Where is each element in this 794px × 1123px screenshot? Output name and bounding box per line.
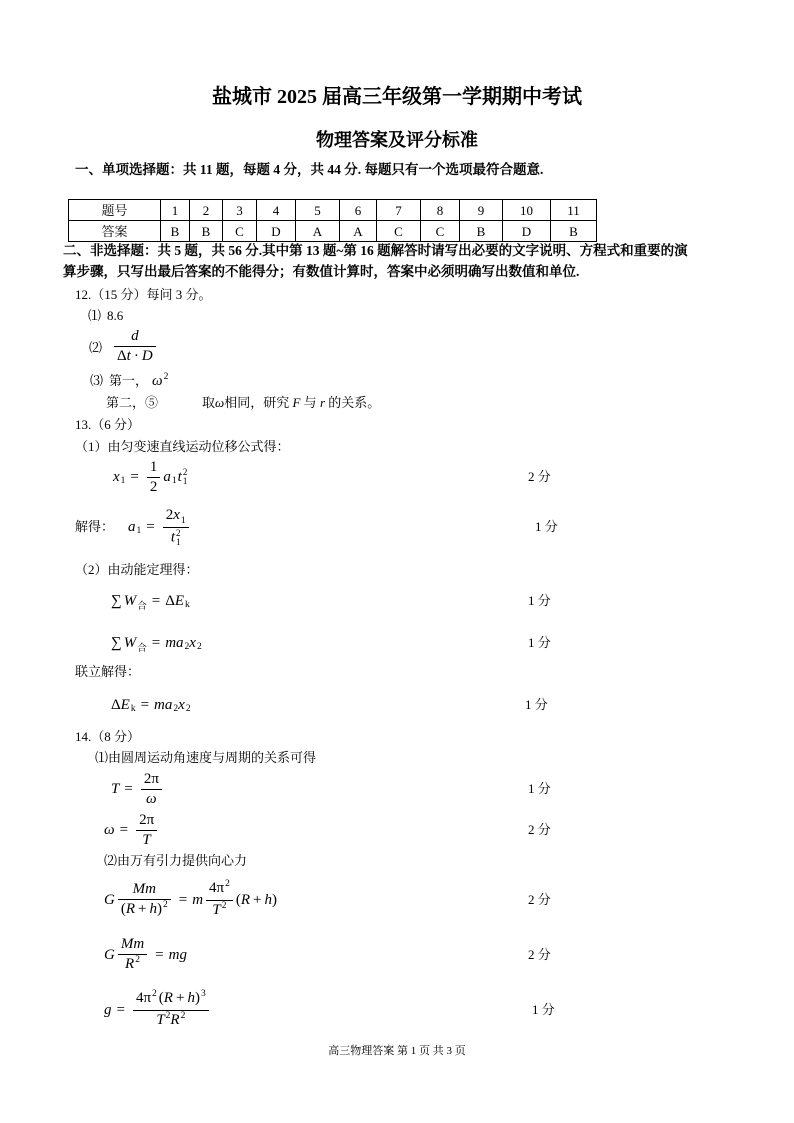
score: 2 分 <box>528 469 551 484</box>
q14-title: 14.（8 分） <box>75 729 141 744</box>
subscript: 合 <box>137 644 147 654</box>
q14-equation3 <box>104 875 277 925</box>
numerator: Mm <box>118 881 171 900</box>
subscript: 2 <box>185 704 191 714</box>
dot-operator: · <box>133 347 139 364</box>
delta-symbol: Δ <box>111 696 121 713</box>
var-a: a <box>163 468 171 485</box>
table-cell: C <box>223 221 257 242</box>
text-segment: 的关系。 <box>325 395 381 410</box>
text-segment: 取 <box>202 395 216 410</box>
delta-symbol: Δ <box>117 347 127 364</box>
q14-part2-text: ⑵由万有引力提供向心力 <box>104 853 248 868</box>
subscript: 2 <box>196 642 202 652</box>
superscript: 2 <box>221 900 227 911</box>
score: 1 分 <box>525 697 548 712</box>
var-t: t <box>126 347 131 364</box>
q13-equation4 <box>111 618 202 668</box>
equals-sign: = <box>151 592 161 609</box>
exponent: 2 <box>163 372 169 382</box>
numerator: 2π <box>141 771 162 790</box>
var-a: a <box>128 518 136 535</box>
numerator: 1 <box>147 459 161 478</box>
numerator: d <box>131 327 139 344</box>
score: 2 分 <box>528 892 551 907</box>
var-E: E <box>120 696 130 713</box>
var-T: T <box>212 901 221 918</box>
var-R: R <box>240 891 251 908</box>
var-R: R <box>170 1011 180 1028</box>
var-m: m <box>192 891 204 908</box>
var-h: h <box>187 989 195 1006</box>
var-R: R <box>125 900 136 917</box>
score: 1 分 <box>528 593 551 608</box>
q14-part1-text: ⑴由圆周运动角速度与周期的关系可得 <box>95 750 317 765</box>
table-row-numbers <box>69 200 597 221</box>
part-label: ⑵ <box>89 339 103 355</box>
denominator: 2 <box>149 478 158 495</box>
equals-sign: = <box>116 1001 125 1018</box>
table-cell: 7 <box>377 200 421 221</box>
table-cell: 2 <box>190 200 223 221</box>
text-segment: 相同，研究 <box>224 395 293 410</box>
sum-symbol: ∑ <box>111 592 122 609</box>
table-cell: B <box>190 221 223 242</box>
subscript: k <box>130 704 136 714</box>
subscript: 1 <box>136 526 142 536</box>
q12-title: 12.（15 分）每问 3 分。 <box>75 287 212 302</box>
var-G: G <box>104 946 115 963</box>
fraction <box>133 990 209 1031</box>
left-paren: ( <box>120 900 126 917</box>
text-segment: 与 <box>300 395 320 410</box>
table-cell: 6 <box>340 200 377 221</box>
score: 1 分 <box>532 1002 555 1017</box>
part-label: ⑶ <box>90 373 104 388</box>
subscript: 1 <box>180 516 186 526</box>
equals-sign: = <box>140 696 150 713</box>
var-E: E <box>174 592 185 609</box>
right-paren: ) <box>156 900 162 917</box>
var-ma: ma <box>165 634 184 651</box>
q12-part3-second: 第二，⑤ <box>106 395 159 410</box>
subscript: 1 <box>120 476 126 486</box>
plus-sign: + <box>138 900 147 917</box>
table-row-label: 题号 <box>69 200 161 221</box>
var-r: r <box>319 395 325 410</box>
q12-part3-explanation <box>202 395 380 411</box>
equals-sign: = <box>151 634 161 651</box>
var-x: x <box>178 696 185 713</box>
fraction <box>206 880 233 921</box>
q13-part1-text: （1）由匀变速直线运动位移公式得： <box>75 439 290 454</box>
subscript: k <box>185 600 190 610</box>
right-paren: ) <box>194 989 200 1006</box>
var-ma: ma <box>154 696 173 713</box>
coefficient: 2 <box>165 507 174 523</box>
var-t: t <box>170 529 176 546</box>
superscript: 2 <box>135 954 140 965</box>
left-paren: ( <box>235 891 241 908</box>
section2-heading-line1: 二、非选择题：共 5 题，共 56 分.其中第 13 题~第 16 题解答时请写出必要的文字说明、方程式和重要的演 <box>63 243 688 258</box>
subscript: 2 <box>173 704 179 714</box>
fraction <box>136 812 157 849</box>
superscript: 2 <box>176 528 181 538</box>
var-R: R <box>163 989 173 1006</box>
sup-sub-stack <box>176 529 181 547</box>
document-title: 盐城市 2025 届高三年级第一学期期中考试 <box>212 86 582 108</box>
superscript: 2 <box>182 467 188 477</box>
subscript: 1 <box>171 476 177 486</box>
var-T: T <box>111 780 120 797</box>
q12-part3 <box>90 373 168 391</box>
var-omega: ω <box>215 395 225 410</box>
var-x: x <box>189 634 196 651</box>
score: 1 分 <box>528 781 551 796</box>
table-cell: 3 <box>223 200 257 221</box>
numerator-coefficient: 4π <box>209 879 225 896</box>
score: 1 分 <box>535 519 558 534</box>
equals-sign: = <box>146 518 155 535</box>
table-cell: 1 <box>161 200 190 221</box>
table-cell: 9 <box>460 200 503 221</box>
score: 1 分 <box>528 635 551 650</box>
superscript: 2 <box>152 988 157 999</box>
left-paren: ( <box>158 989 164 1006</box>
var-G: G <box>104 891 115 908</box>
part1-value: 8.6 <box>107 308 124 323</box>
q13-equation1 <box>113 452 187 502</box>
subscript: 2 <box>184 642 190 652</box>
page-footer: 高三物理答案 第 1 页 共 3 页 <box>328 1045 466 1057</box>
part-label: ⑴ <box>88 308 102 323</box>
var-x: x <box>173 507 180 523</box>
answer-table <box>68 199 597 242</box>
table-cell: A <box>296 221 340 242</box>
var-g: g <box>104 1001 112 1018</box>
table-cell: C <box>421 221 460 242</box>
rhs: mg <box>168 946 187 963</box>
subscript: 1 <box>182 476 188 486</box>
q14-equation2 <box>104 805 160 855</box>
var-W: W <box>123 634 137 651</box>
var-R: R <box>125 955 135 972</box>
solve-label: 解得： <box>75 519 115 534</box>
sum-symbol: ∑ <box>111 634 122 651</box>
denominator: ω <box>146 790 157 807</box>
q14-equation4 <box>104 930 187 980</box>
numerator: 2π <box>136 812 157 831</box>
plus-sign: + <box>253 891 262 908</box>
var-F: F <box>292 395 301 410</box>
table-cell: D <box>257 221 296 242</box>
table-cell: D <box>503 221 551 242</box>
fraction <box>163 507 189 547</box>
fraction <box>147 459 161 496</box>
q13-title: 13.（6 分） <box>75 417 141 432</box>
table-cell: 5 <box>296 200 340 221</box>
superscript: 3 <box>200 988 206 999</box>
table-cell: 10 <box>503 200 551 221</box>
table-row-answers <box>69 221 597 242</box>
plus-sign: + <box>175 989 185 1006</box>
table-cell: B <box>551 221 597 242</box>
superscript: 2 <box>165 1010 171 1021</box>
equals-sign: = <box>119 821 129 838</box>
var-x: x <box>113 468 120 485</box>
var-omega: ω <box>152 373 163 389</box>
section2-heading-line2: 算步骤，只写出最后答案的不能得分；有数值计算时，答案中必须明确写出数值和单位. <box>63 264 580 279</box>
var-h: h <box>264 891 273 908</box>
equals-sign: = <box>178 891 188 908</box>
fraction <box>118 881 171 920</box>
subscript: 1 <box>176 537 181 547</box>
delta-symbol: Δ <box>165 592 175 609</box>
equals-sign: = <box>124 780 133 797</box>
right-paren: ) <box>272 891 278 908</box>
table-cell: 11 <box>551 200 597 221</box>
q13-part2-text: （2）由动能定理得： <box>75 562 199 577</box>
superscript: 2 <box>225 878 230 889</box>
table-cell: C <box>377 221 421 242</box>
q14-equation5 <box>104 985 212 1035</box>
table-cell: A <box>340 221 377 242</box>
table-cell: 8 <box>421 200 460 221</box>
q13-equation5 <box>111 680 191 730</box>
superscript: 2 <box>162 899 168 910</box>
part3-first: 第一， <box>109 373 149 388</box>
denominator: T <box>142 831 151 848</box>
table-cell: 4 <box>257 200 296 221</box>
equals-sign: = <box>130 468 139 485</box>
table-cell: B <box>161 221 190 242</box>
var-h: h <box>149 900 157 917</box>
equals-sign: = <box>155 946 164 963</box>
section1-heading: 一、单项选择题：共 11 题，每题 4 分，共 44 分. 每题只有一个选项最符合题意. <box>75 162 544 177</box>
var-t: t <box>177 468 182 485</box>
var-D: D <box>141 347 153 364</box>
q13-equation2 <box>128 502 192 552</box>
combine-label: 联立解得： <box>75 664 141 679</box>
fraction <box>114 328 156 365</box>
table-cell: B <box>460 221 503 242</box>
score: 2 分 <box>528 822 551 837</box>
var-T: T <box>156 1011 165 1028</box>
sup-sub-stack <box>183 468 188 486</box>
document-subtitle: 物理答案及评分标准 <box>316 130 478 150</box>
q12-part2 <box>89 321 159 371</box>
superscript: 2 <box>180 1010 186 1021</box>
var-W: W <box>123 592 137 609</box>
numerator-coefficient: 4π <box>135 989 152 1006</box>
numerator: Mm <box>118 936 147 955</box>
subscript: 合 <box>137 602 147 612</box>
score: 2 分 <box>528 947 551 962</box>
table-row-label: 答案 <box>69 221 161 242</box>
var-omega: ω <box>104 821 115 838</box>
fraction <box>141 771 162 808</box>
fraction <box>118 936 147 975</box>
